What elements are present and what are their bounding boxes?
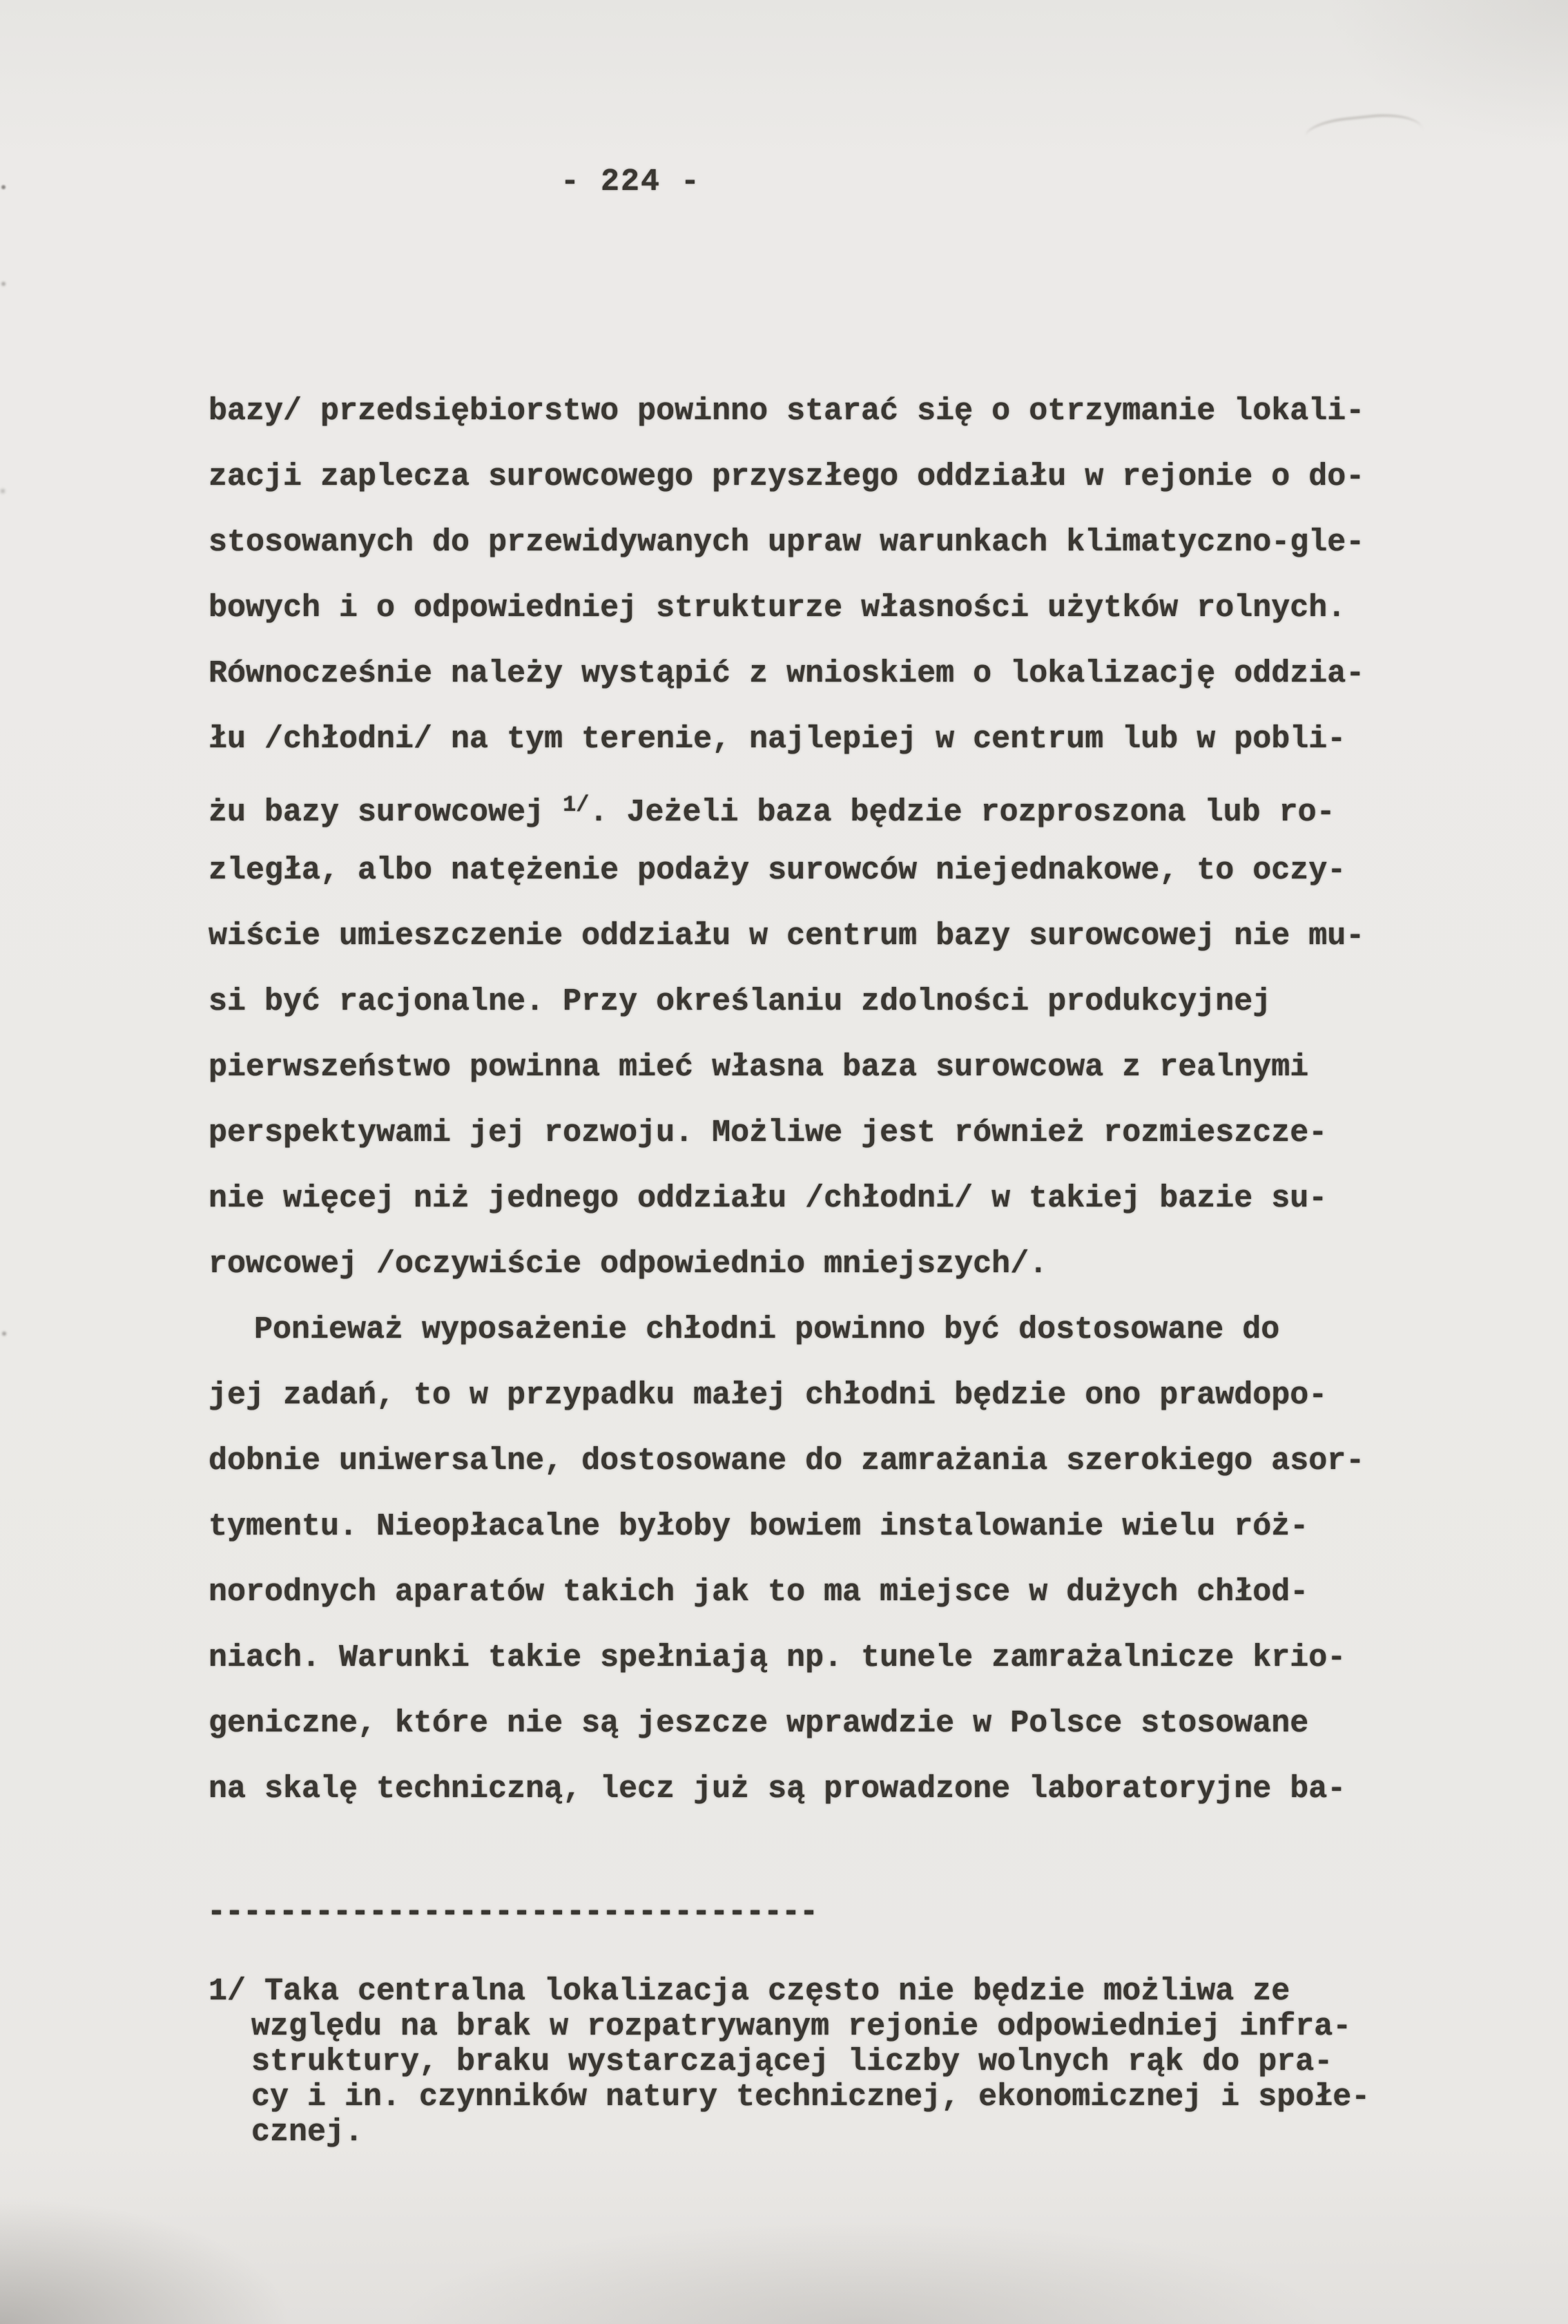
footnote: [209, 1974, 1520, 2150]
text-line: zległa, albo natężenie podaży surowców niejednakowe, to oczy-: [209, 853, 1346, 888]
text-line: względu na brak w rozpatrywanym rejonie odpowiedniej infra-: [251, 2009, 1352, 2044]
text-line: rowcowej /oczywiście odpowiednio mniejszych/.: [209, 1247, 1048, 1282]
scan-speck: [1, 185, 6, 189]
page-number: - 224 -: [561, 164, 701, 200]
text-line: 1/ Taka centralna lokalizacja często nie będzie możliwa ze: [209, 1974, 1290, 2009]
text-segment: żu bazy surowcowej: [209, 795, 563, 830]
paragraph: [209, 1297, 1486, 1822]
text-line: cznej.: [251, 2115, 364, 2150]
body-text: [209, 378, 1486, 1822]
text-line: łu /chłodni/ na tym terenie, najlepiej w centrum lub w pobli-: [209, 722, 1346, 757]
text-line: geniczne, które nie są jeszcze wprawdzie w Polsce stosowane: [209, 1706, 1309, 1741]
text-line: si być racjonalne. Przy określaniu zdolności produkcyjnej: [209, 984, 1272, 1019]
text-line: nie więcej niż jednego oddziału /chłodni/ w takiej bazie su-: [209, 1181, 1328, 1216]
footnote-reference-marker: 1/: [563, 792, 590, 818]
text-line: bazy/ przedsiębiorstwo powinno starać się o otrzymanie lokali-: [209, 394, 1365, 429]
text-line: zacji zaplecza surowcowego przyszłego oddziału w rejonie o do-: [209, 459, 1365, 494]
text-line: bowych i o odpowiedniej strukturze własności użytków rolnych.: [209, 590, 1346, 626]
footnote-separator: ----------------------------------: [207, 1892, 818, 1933]
text-segment: . Jeżeli baza będzie rozproszona lub ro-: [589, 795, 1335, 830]
paragraph: [209, 378, 1486, 1297]
text-line: Równocześnie należy wystąpić z wnioskiem o lokalizację oddzia-: [209, 656, 1365, 691]
pencil-mark: [1304, 110, 1423, 142]
text-line: Ponieważ wyposażenie chłodni powinno być dostosowane do: [254, 1312, 1280, 1347]
text-line: [209, 772, 1486, 838]
text-line: niach. Warunki takie spełniają np. tunele zamrażalnicze krio-: [209, 1640, 1346, 1675]
text-line: tymentu. Nieopłacalne byłoby bowiem instalowanie wielu róż-: [209, 1509, 1309, 1544]
text-line: norodnych aparatów takich jak to ma miejsce w dużych chłod-: [209, 1575, 1309, 1610]
text-line: struktury, braku wystarczającej liczby wolnych rąk do pra-: [251, 2044, 1333, 2080]
text-line: na skalę techniczną, lecz już są prowadzone laboratoryjne ba-: [209, 1771, 1346, 1807]
text-line: stosowanych do przewidywanych upraw warunkach klimatyczno-gle-: [209, 525, 1365, 560]
text-line: jej zadań, to w przypadku małej chłodni będzie ono prawdopo-: [209, 1378, 1328, 1413]
text-line: wiście umieszczenie oddziału w centrum bazy surowcowej nie mu-: [209, 919, 1365, 954]
text-line: dobnie uniwersalne, dostosowane do zamrażania szerokiego asor-: [209, 1443, 1365, 1479]
text-line: pierwszeństwo powinna mieć własna baza surowcowa z realnymi: [209, 1050, 1309, 1085]
text-line: cy i in. czynników natury technicznej, ekonomicznej i społe-: [251, 2080, 1371, 2115]
text-line: perspektywami jej rozwoju. Możliwe jest również rozmieszcze-: [209, 1115, 1328, 1151]
